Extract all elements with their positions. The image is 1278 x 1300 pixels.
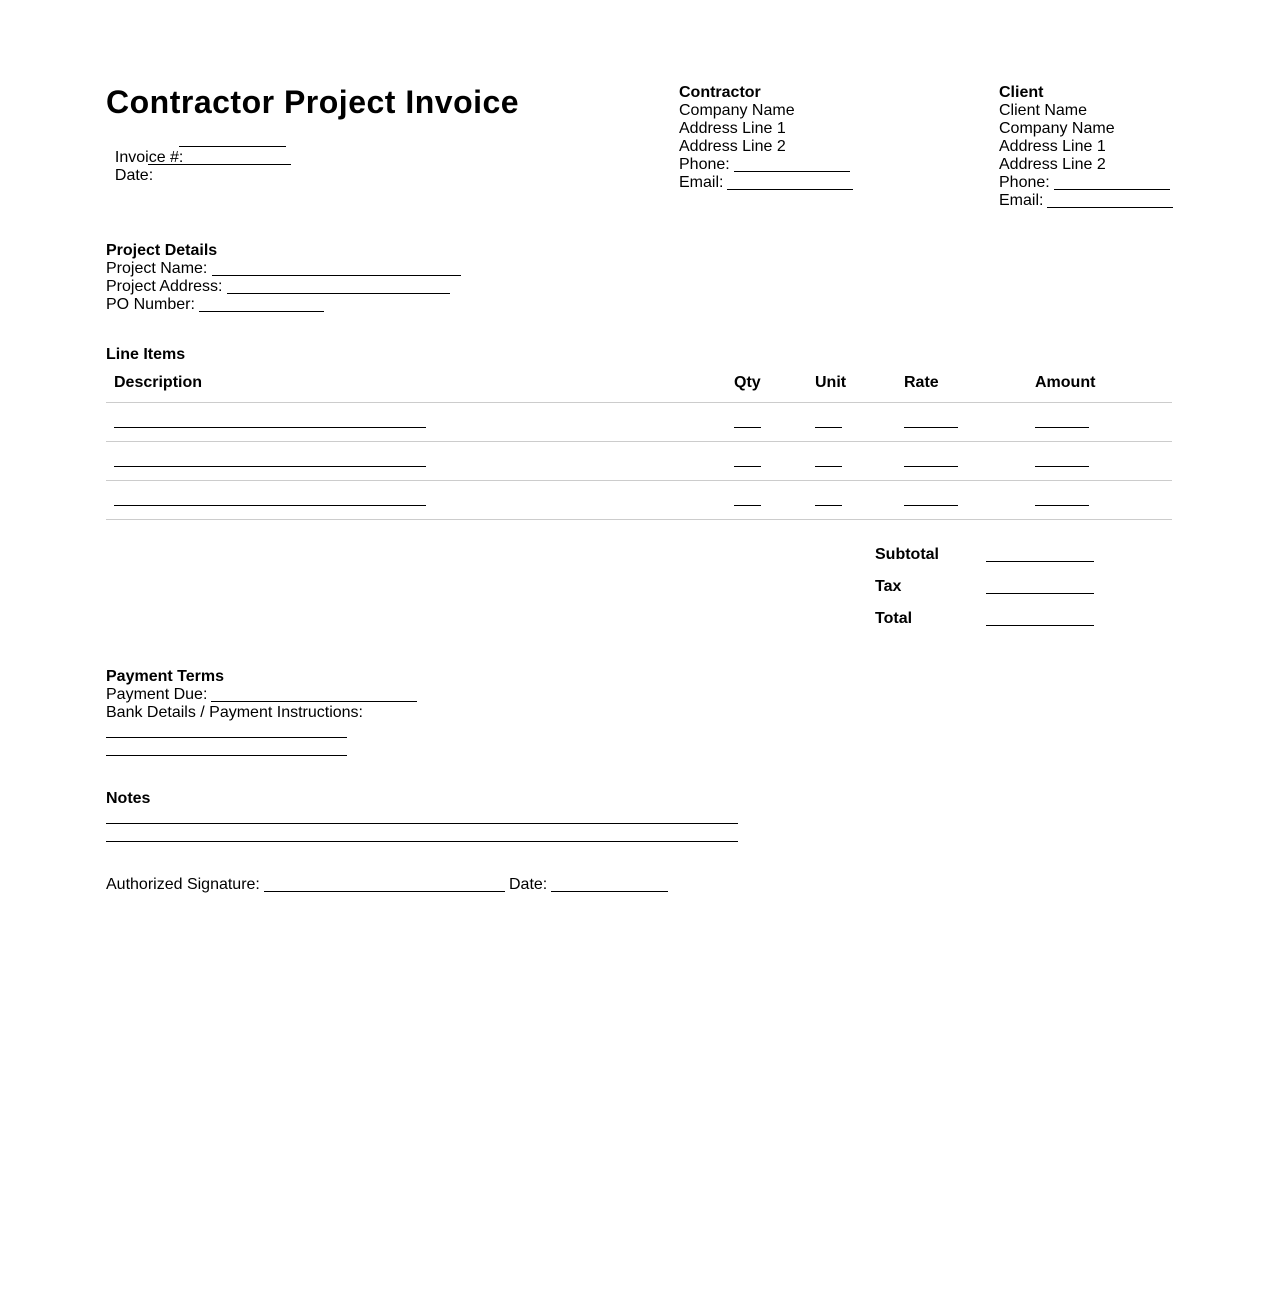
invoice-number-blank[interactable]: [179, 146, 286, 147]
client-company-name: Company Name: [999, 120, 1115, 137]
contractor-phone-label: Phone:: [679, 156, 730, 173]
payment-terms-section: [106, 668, 363, 722]
page-title: Contractor Project Invoice: [106, 84, 520, 120]
contractor-email-blank[interactable]: [727, 189, 853, 190]
total-blank[interactable]: [986, 625, 1094, 626]
contractor-address-line-2: Address Line 2: [679, 138, 786, 155]
row-3-rate-blank[interactable]: [904, 505, 958, 506]
payment-due-label: Payment Due:: [106, 686, 208, 703]
client-email-blank[interactable]: [1047, 207, 1173, 208]
payment-terms-heading: Payment Terms: [106, 668, 224, 685]
subtotal-label: Subtotal: [875, 546, 939, 563]
table-header-divider: [106, 402, 1172, 403]
total-label: Total: [875, 610, 913, 627]
row-3-qty-blank[interactable]: [734, 505, 761, 506]
client-name: Client Name: [999, 102, 1088, 119]
column-header-rate: Rate: [904, 374, 939, 391]
project-name-label: Project Name:: [106, 260, 208, 277]
row-3-description-blank[interactable]: [114, 505, 426, 506]
tax-label: Tax: [875, 578, 902, 595]
bank-details-blank-2[interactable]: [106, 755, 347, 756]
client-heading: Client: [999, 84, 1044, 101]
row-1-rate-blank[interactable]: [904, 427, 958, 428]
authorized-signature-label: Authorized Signature:: [106, 876, 260, 893]
row-divider: [106, 480, 1172, 481]
po-number-blank[interactable]: [199, 311, 324, 312]
row-divider: [106, 519, 1172, 520]
signature-date-label: Date:: [509, 876, 548, 893]
project-name-blank[interactable]: [212, 275, 461, 276]
contractor-heading: Contractor: [679, 84, 761, 101]
signature-date-blank[interactable]: [551, 891, 668, 892]
notes-heading: Notes: [106, 790, 151, 807]
row-2-description-blank[interactable]: [114, 466, 426, 467]
row-2-qty-blank[interactable]: [734, 466, 761, 467]
row-1-unit-blank[interactable]: [815, 427, 842, 428]
row-1-amount-blank[interactable]: [1035, 427, 1089, 428]
subtotal-blank[interactable]: [986, 561, 1094, 562]
invoice-date-label: Date:: [114, 167, 154, 184]
client-address-line-1: Address Line 1: [999, 138, 1106, 155]
bank-details-label: Bank Details / Payment Instructions:: [106, 704, 363, 721]
column-header-qty: Qty: [734, 374, 761, 391]
invoice-date-field: [106, 149, 153, 185]
client-email-label: Email:: [999, 192, 1044, 209]
contractor-email-label: Email:: [679, 174, 724, 191]
row-2-amount-blank[interactable]: [1035, 466, 1089, 467]
contractor-block: [679, 84, 795, 192]
column-header-unit: Unit: [815, 374, 847, 391]
notes-blank-2[interactable]: [106, 841, 738, 842]
project-details-section: [106, 242, 223, 314]
row-1-description-blank[interactable]: [114, 427, 426, 428]
row-3-amount-blank[interactable]: [1035, 505, 1089, 506]
row-divider: [106, 441, 1172, 442]
line-items-heading: Line Items: [106, 346, 186, 363]
contractor-company-name: Company Name: [679, 102, 795, 119]
contractor-phone-blank[interactable]: [734, 171, 850, 172]
row-2-unit-blank[interactable]: [815, 466, 842, 467]
column-header-amount: Amount: [1035, 374, 1096, 391]
payment-due-blank[interactable]: [211, 701, 417, 702]
row-2-rate-blank[interactable]: [904, 466, 958, 467]
authorized-signature-blank[interactable]: [264, 891, 505, 892]
po-number-label: PO Number:: [106, 296, 195, 313]
invoice-date-blank[interactable]: [148, 164, 291, 165]
client-phone-label: Phone:: [999, 174, 1050, 191]
project-address-blank[interactable]: [227, 293, 450, 294]
project-details-heading: Project Details: [106, 242, 218, 259]
client-address-line-2: Address Line 2: [999, 156, 1106, 173]
row-1-qty-blank[interactable]: [734, 427, 761, 428]
client-phone-blank[interactable]: [1054, 189, 1170, 190]
contractor-address-line-1: Address Line 1: [679, 120, 786, 137]
bank-details-blank-1[interactable]: [106, 737, 347, 738]
client-block: [999, 84, 1115, 210]
tax-blank[interactable]: [986, 593, 1094, 594]
notes-blank-1[interactable]: [106, 823, 738, 824]
project-address-label: Project Address:: [106, 278, 223, 295]
row-3-unit-blank[interactable]: [815, 505, 842, 506]
invoice-number-label: Invoice #:: [114, 149, 184, 166]
column-header-description: Description: [114, 374, 203, 391]
